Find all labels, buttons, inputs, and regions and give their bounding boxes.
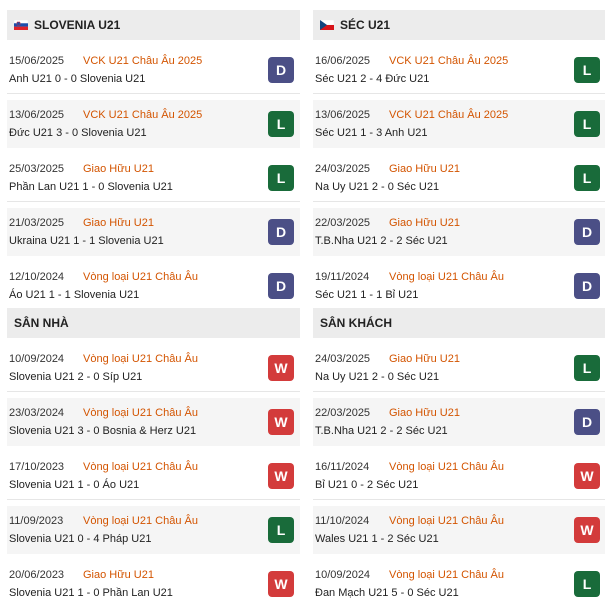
match-competition: Giao Hữu U21 <box>83 217 154 229</box>
match-competition: Vòng loại U21 Châu Âu <box>389 271 504 283</box>
section-header-home <box>7 308 300 338</box>
match-competition: Giao Hữu U21 <box>389 163 460 175</box>
result-badge: L <box>268 165 294 191</box>
result-badge: W <box>268 463 294 489</box>
match-date: 19/11/2024 <box>315 271 370 283</box>
match-competition: Vòng loại U21 Châu Âu <box>83 271 198 283</box>
result-badge: L <box>268 517 294 543</box>
match-date: 22/03/2025 <box>315 217 371 229</box>
match-row[interactable] <box>7 560 300 605</box>
match-date: 13/06/2025 <box>9 109 65 121</box>
match-row[interactable] <box>7 452 300 500</box>
match-date: 25/03/2025 <box>9 163 65 175</box>
team-title: SLOVENIA U21 <box>34 18 121 32</box>
result-badge: D <box>268 57 294 83</box>
match-score: Slovenia U21 1 - 0 Áo U21 <box>9 479 140 491</box>
match-score: Séc U21 1 - 1 Bỉ U21 <box>315 289 419 301</box>
match-date: 10/09/2024 <box>315 569 371 581</box>
match-score: Đức U21 3 - 0 Slovenia U21 <box>9 127 147 139</box>
match-competition: VCK U21 Châu Âu 2025 <box>83 109 203 121</box>
match-competition: Vòng loại U21 Châu Âu <box>389 569 504 581</box>
section-title: SÂN NHÀ <box>14 316 69 330</box>
result-badge: L <box>574 57 600 83</box>
slovenia-flag-icon <box>14 20 28 30</box>
match-date: 11/09/2023 <box>9 515 64 527</box>
match-competition: VCK U21 Châu Âu 2025 <box>389 55 509 67</box>
result-badge: W <box>268 355 294 381</box>
team-header-czech <box>313 10 605 40</box>
result-badge: D <box>574 273 600 299</box>
match-row[interactable] <box>7 46 300 94</box>
section-header-away <box>313 308 605 338</box>
match-competition: Giao Hữu U21 <box>389 407 460 419</box>
match-competition: Giao Hữu U21 <box>83 569 154 581</box>
result-badge: D <box>574 219 600 245</box>
away-matches-panel <box>313 308 605 605</box>
match-date: 23/03/2024 <box>9 407 65 419</box>
match-row[interactable] <box>313 208 605 256</box>
slovenia-recent-panel <box>7 10 300 316</box>
match-row[interactable] <box>313 506 605 554</box>
match-row[interactable] <box>7 398 300 446</box>
match-date: 16/06/2025 <box>315 55 371 67</box>
section-title: SÂN KHÁCH <box>320 316 392 330</box>
match-score: Slovenia U21 0 - 4 Pháp U21 <box>9 533 152 545</box>
team-header-slovenia <box>7 10 300 40</box>
match-score: Slovenia U21 2 - 0 Síp U21 <box>9 371 143 383</box>
result-badge: W <box>574 463 600 489</box>
match-competition: Vòng loại U21 Châu Âu <box>389 515 504 527</box>
match-row[interactable] <box>7 262 300 310</box>
match-date: 24/03/2025 <box>315 163 371 175</box>
result-badge: L <box>574 165 600 191</box>
match-score: Na Uy U21 2 - 0 Séc U21 <box>315 371 440 383</box>
match-competition: Vòng loại U21 Châu Âu <box>83 461 198 473</box>
match-competition: VCK U21 Châu Âu 2025 <box>389 109 509 121</box>
match-row[interactable] <box>7 100 300 148</box>
result-badge: D <box>268 273 294 299</box>
result-badge: W <box>574 517 600 543</box>
match-score: T.B.Nha U21 2 - 2 Séc U21 <box>315 235 448 247</box>
match-competition: Vòng loại U21 Châu Âu <box>83 407 198 419</box>
team-title: SÉC U21 <box>340 18 391 32</box>
match-competition: Giao Hữu U21 <box>83 163 154 175</box>
match-row[interactable] <box>7 506 300 554</box>
match-row[interactable] <box>313 344 605 392</box>
match-date: 22/03/2025 <box>315 407 371 419</box>
result-badge: D <box>268 219 294 245</box>
match-score: Phần Lan U21 1 - 0 Slovenia U21 <box>9 181 173 193</box>
match-row[interactable] <box>313 560 605 605</box>
match-date: 24/03/2025 <box>315 353 371 365</box>
match-row[interactable] <box>7 208 300 256</box>
match-score: Bỉ U21 0 - 2 Séc U21 <box>315 479 419 491</box>
match-row[interactable] <box>313 46 605 94</box>
czech-flag-icon <box>320 20 334 30</box>
czech-recent-panel <box>313 10 605 316</box>
match-date: 16/11/2024 <box>315 461 370 473</box>
match-date: 13/06/2025 <box>315 109 371 121</box>
match-date: 12/10/2024 <box>9 271 65 283</box>
match-score: Na Uy U21 2 - 0 Séc U21 <box>315 181 440 193</box>
match-date: 20/06/2023 <box>9 569 65 581</box>
match-date: 17/10/2023 <box>9 461 65 473</box>
result-badge: L <box>574 111 600 137</box>
match-date: 11/10/2024 <box>315 515 370 527</box>
match-competition: Vòng loại U21 Châu Âu <box>83 515 198 527</box>
result-badge: L <box>574 355 600 381</box>
home-matches-panel <box>7 308 300 605</box>
match-date: 21/03/2025 <box>9 217 65 229</box>
result-badge: L <box>268 111 294 137</box>
match-score: Áo U21 1 - 1 Slovenia U21 <box>9 289 140 301</box>
match-score: T.B.Nha U21 2 - 2 Séc U21 <box>315 425 448 437</box>
result-badge: W <box>268 571 294 597</box>
match-row[interactable] <box>313 452 605 500</box>
match-row[interactable] <box>313 154 605 202</box>
match-score: Slovenia U21 3 - 0 Bosnia & Herz U21 <box>9 425 197 437</box>
match-date: 15/06/2025 <box>9 55 65 67</box>
match-date: 10/09/2024 <box>9 353 65 365</box>
match-row[interactable] <box>313 262 605 310</box>
match-score: Wales U21 1 - 2 Séc U21 <box>315 533 439 545</box>
match-score: Đan Mạch U21 5 - 0 Séc U21 <box>315 587 459 599</box>
result-badge: W <box>268 409 294 435</box>
match-row[interactable] <box>7 344 300 392</box>
match-competition: Vòng loại U21 Châu Âu <box>83 353 198 365</box>
result-badge: L <box>574 571 600 597</box>
match-competition: Vòng loại U21 Châu Âu <box>389 461 504 473</box>
match-competition: VCK U21 Châu Âu 2025 <box>83 55 203 67</box>
match-score: Anh U21 0 - 0 Slovenia U21 <box>9 73 146 85</box>
match-score: Slovenia U21 1 - 0 Phần Lan U21 <box>9 587 173 599</box>
match-score: Ukraina U21 1 - 1 Slovenia U21 <box>9 235 164 247</box>
match-row[interactable] <box>313 100 605 148</box>
match-score: Séc U21 1 - 3 Anh U21 <box>315 127 428 139</box>
match-row[interactable] <box>7 154 300 202</box>
match-competition: Giao Hữu U21 <box>389 217 460 229</box>
match-score: Séc U21 2 - 4 Đức U21 <box>315 73 430 85</box>
match-competition: Giao Hữu U21 <box>389 353 460 365</box>
result-badge: D <box>574 409 600 435</box>
match-row[interactable] <box>313 398 605 446</box>
